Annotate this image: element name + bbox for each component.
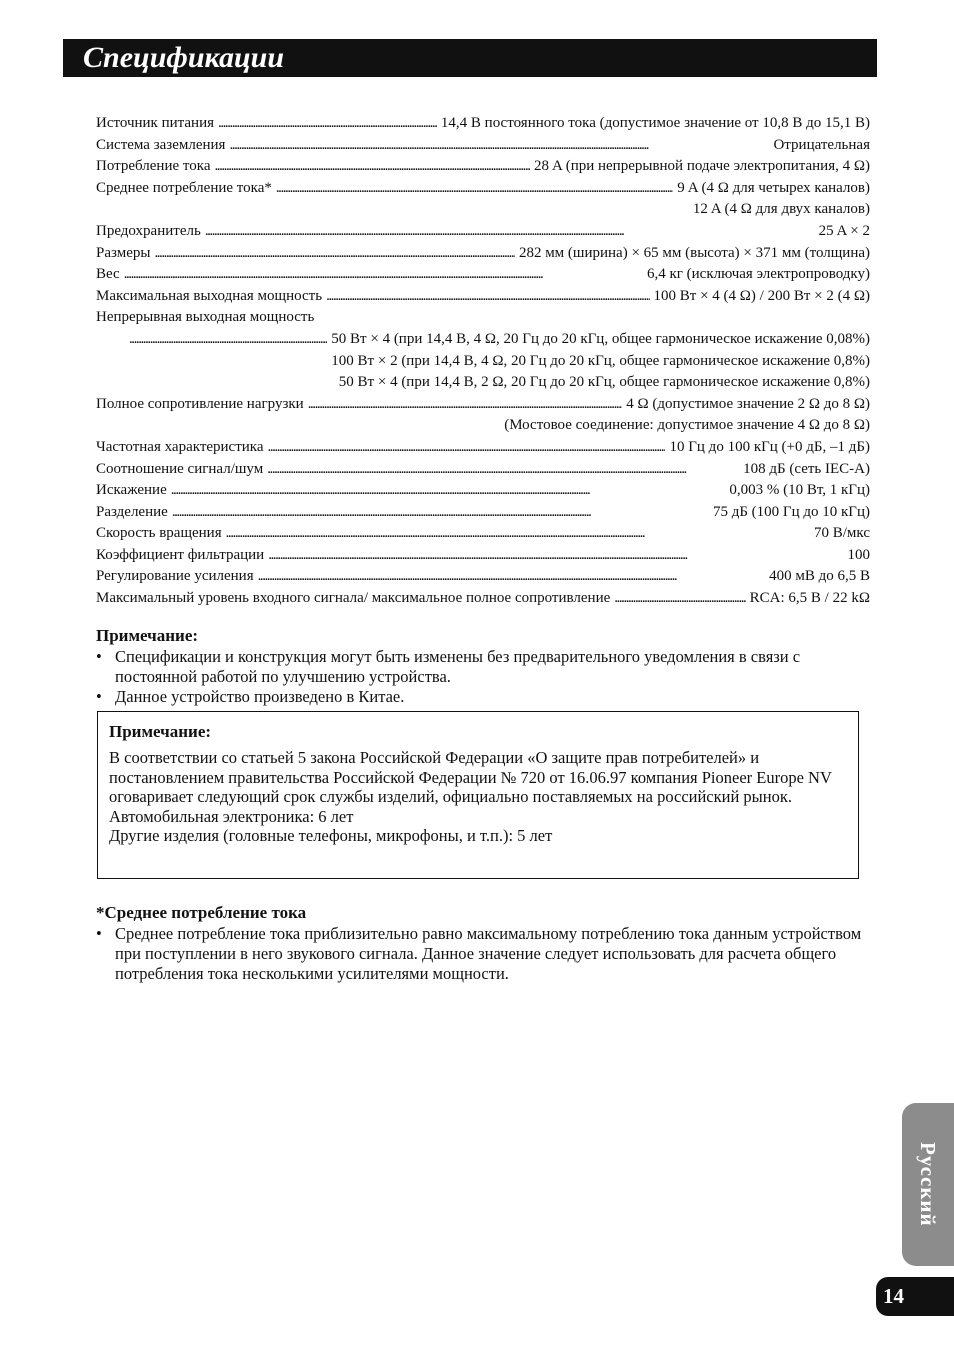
note-heading: Примечание: (96, 626, 199, 645)
title-bar (63, 39, 877, 77)
spec-label: Полное сопротивление нагрузки (96, 395, 304, 412)
leader-dots (267, 459, 739, 481)
spec-value: 108 дБ (сеть IEC-A) (743, 460, 870, 477)
spec-row-avg-current (96, 178, 870, 200)
spec-row-dimensions (96, 243, 870, 265)
legal-note-paragraph: В соответствии со статьей 5 закона Российской Федерации «О защите прав потребителей» и постановлением правительства Российской Федерации № 720 от 16.06.97 компания Pioneer Europe NV оговаривает следующий срок службы изделий, официально поставляемых на российский рынок. (109, 748, 832, 807)
spec-label: Максимальный уровень входного сигнала/ максимальное полное сопротивление (96, 590, 611, 607)
spec-value: 50 Вт × 4 (при 14,4 В, 4 Ω, 20 Гц до 20 кГц, общее гармоническое искажение 0,08%) (331, 330, 870, 347)
spec-row-snr (96, 459, 870, 481)
leader-dots (218, 113, 437, 135)
spec-label: Предохранитель (96, 222, 201, 239)
spec-label: Искажение (96, 482, 167, 499)
note-bullet: • Спецификации и конструкция могут быть изменены без предварительного уведомления в связи с постоянной работой по улучшению устройства. (96, 647, 872, 687)
spec-row-current (96, 156, 870, 178)
leader-dots (214, 156, 530, 178)
spec-row-frequency-response (96, 437, 870, 459)
spec-label: Среднее потребление тока* (96, 179, 272, 196)
spec-row-continuous-output-2 (96, 351, 870, 373)
spec-row-load-impedance-cont (96, 415, 870, 437)
note-bullet: • Данное устройство произведено в Китае. (96, 687, 872, 707)
avg-current-heading: *Среднее потребление тока (96, 903, 307, 922)
spec-row-max-output (96, 286, 870, 308)
page-number: 14 (883, 1284, 904, 1308)
spec-label: Вес (96, 266, 120, 283)
leader-dots (229, 135, 769, 157)
spec-value: 400 мВ до 6,5 В (769, 568, 870, 585)
spec-row-max-input (96, 588, 870, 610)
spec-value: 50 Вт × 4 (при 14,4 В, 2 Ω, 20 Гц до 20 кГц, общее гармоническое искажение 0,8%) (338, 374, 870, 391)
spec-label: Система заземления (96, 136, 226, 153)
spec-row-load-impedance (96, 394, 870, 416)
spec-label: Регулирование усиления (96, 568, 254, 585)
spec-label: Размеры (96, 244, 151, 261)
spec-row-grounding (96, 135, 870, 157)
spec-label: Непрерывная выходная мощность (96, 309, 315, 326)
legal-note-line: Другие изделия (головные телефоны, микрофоны, и т.п.): 5 лет (109, 826, 553, 846)
leader-dots (226, 523, 810, 545)
legal-note-box (97, 711, 859, 879)
avg-current-bullets (96, 924, 872, 984)
spec-value: 0,003 % (10 Вт, 1 кГц) (729, 482, 870, 499)
legal-note-text (109, 748, 849, 846)
spec-row-avg-current-cont (96, 199, 870, 221)
spec-value: 75 дБ (100 Гц до 10 кГц) (712, 503, 870, 520)
spec-value: 12 A (4 Ω для двух каналов) (692, 201, 870, 218)
spec-value: 100 (847, 546, 870, 563)
spec-value: 14,4 В постоянного тока (допустимое значение от 10,8 В до 15,1 В) (440, 115, 870, 131)
spec-label: Потребление тока (96, 158, 211, 175)
leader-dots (276, 178, 673, 200)
spec-value: 28 A (при непрерывной подаче электропитания, 4 Ω) (534, 158, 870, 175)
leader-dots (268, 437, 666, 459)
leader-dots (171, 480, 726, 502)
leader-dots (268, 545, 843, 567)
legal-note-line: Автомобильная электроника: 6 лет (109, 806, 354, 826)
spec-value: (Мостовое соединение: допустимое значение 4 Ω до 8 Ω) (504, 417, 870, 434)
spec-label: Скорость вращения (96, 525, 222, 542)
leader-dots (124, 264, 643, 286)
spec-value: 70 В/мкс (814, 525, 870, 542)
leader-dots (172, 502, 709, 524)
legal-note-heading: Примечание: (109, 722, 212, 741)
spec-list (96, 113, 870, 610)
spec-value: 100 Вт × 2 (при 14,4 В, 4 Ω, 20 Гц до 20 кГц, общее гармоническое искажение 0,8%) (331, 352, 870, 369)
avg-current-bullet: • Среднее потребление тока приблизительно равно максимальному потреблению тока данным устройством при поступлении в него звукового сигнала. Данное значение следует использовать для расчета общего потребления тока несколькими усилителями мощности. (96, 924, 872, 984)
spec-row-damping-factor (96, 545, 870, 567)
spec-value: Отрицательная (773, 136, 870, 153)
spec-row-continuous-output (96, 307, 870, 329)
spec-row-slew-rate (96, 523, 870, 545)
spec-value: 282 мм (ширина) × 65 мм (высота) × 371 мм (толщина) (518, 244, 870, 261)
leader-dots (129, 329, 327, 351)
note-bullets (96, 647, 872, 707)
leader-dots (614, 588, 745, 610)
spec-row-continuous-output-3 (96, 372, 870, 394)
spec-value: 6,4 кг (исключая электропроводку) (646, 266, 870, 283)
spec-label: Частотная характеристика (96, 438, 264, 455)
spec-value: RCA: 6,5 В / 22 kΩ (749, 590, 870, 607)
spec-row-weight (96, 264, 870, 286)
leader-dots (258, 566, 766, 588)
spec-label: Коэффициент фильтрации (96, 546, 265, 563)
spec-label: Разделение (96, 503, 168, 520)
leader-dots (308, 394, 623, 416)
language-tab-label: Русский (916, 1142, 940, 1227)
spec-row-fuse (96, 221, 870, 243)
spec-row-gain-control (96, 566, 870, 588)
language-tab (902, 1103, 954, 1266)
page-title: Спецификации (83, 41, 285, 74)
leader-dots (326, 286, 649, 308)
spec-row-power-source (96, 113, 870, 135)
spec-label: Максимальная выходная мощность (96, 287, 323, 304)
leader-dots (154, 243, 514, 265)
leader-dots (205, 221, 815, 243)
spec-value: 4 Ω (допустимое значение 2 Ω до 8 Ω) (626, 395, 870, 412)
spec-value: 100 Вт × 4 (4 Ω) / 200 Вт × 2 (4 Ω) (653, 287, 870, 304)
page-number-badge (876, 1277, 954, 1316)
spec-label: Источник питания (96, 115, 215, 131)
spec-value: 9 A (4 Ω для четырех каналов) (677, 179, 870, 196)
spec-row-continuous-output-1 (96, 329, 870, 351)
spec-value: 10 Гц до 100 кГц (+0 дБ, –1 дБ) (669, 438, 870, 455)
spec-label: Соотношение сигнал/шум (96, 460, 264, 477)
spec-value: 25 A × 2 (818, 222, 870, 239)
spec-row-distortion (96, 480, 870, 502)
spec-row-separation (96, 502, 870, 524)
